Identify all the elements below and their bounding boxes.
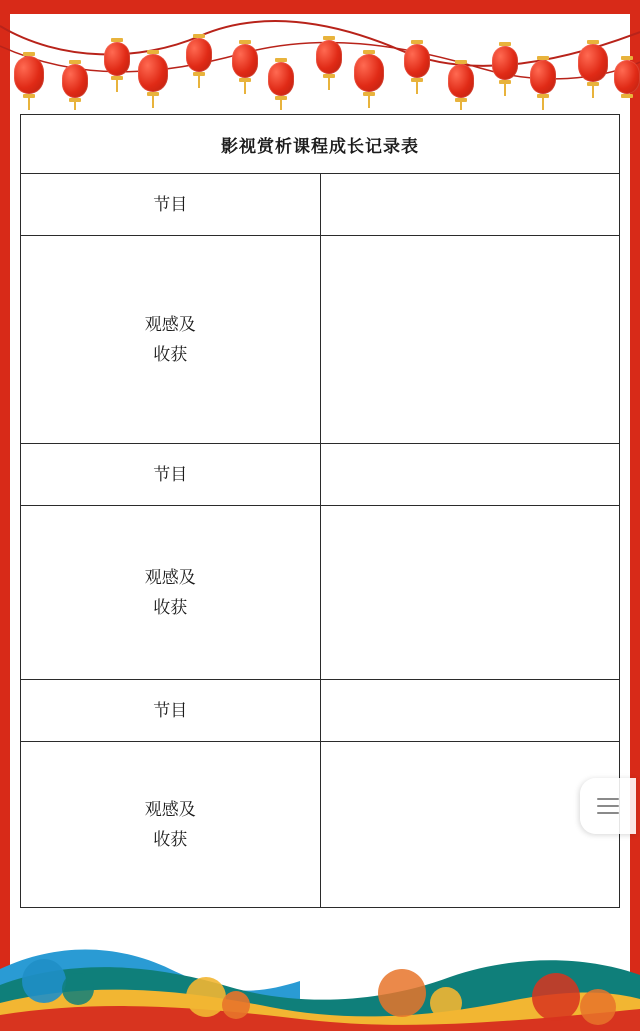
floating-menu-button[interactable] — [580, 778, 636, 834]
table-title: 影视赏析课程成长记录表 — [21, 115, 620, 174]
growth-record-table — [20, 114, 620, 908]
row-label-note-line1: 观感及 — [144, 314, 196, 334]
lantern-tassel-icon — [504, 84, 506, 96]
lantern-tassel-icon — [460, 102, 462, 110]
lantern-icon — [578, 44, 608, 82]
table-row — [21, 506, 620, 680]
garland-string-icon — [0, 10, 640, 110]
lantern-tassel-icon — [74, 102, 76, 110]
table-row — [21, 174, 620, 236]
row-label-note — [21, 236, 321, 444]
lantern-tassel-icon — [592, 86, 594, 98]
row-value-note[interactable] — [320, 742, 620, 908]
lantern-tassel-icon — [152, 96, 154, 108]
lantern-icon — [186, 38, 212, 72]
row-label-note — [21, 506, 321, 680]
top-red-border — [0, 0, 640, 14]
table-row — [21, 742, 620, 908]
lantern-tassel-icon — [116, 80, 118, 92]
row-label-note — [21, 742, 321, 908]
row-value-item[interactable] — [320, 174, 620, 236]
row-label-item: 节目 — [21, 444, 321, 506]
lantern-tassel-icon — [368, 96, 370, 108]
lantern-icon — [268, 62, 294, 96]
bottom-red-border — [0, 1013, 640, 1031]
lantern-icon — [448, 64, 474, 98]
lantern-tassel-icon — [28, 98, 30, 110]
table-row — [21, 236, 620, 444]
row-value-note[interactable] — [320, 236, 620, 444]
lantern-icon — [492, 46, 518, 80]
row-label-note-line1: 观感及 — [144, 567, 196, 587]
row-value-item[interactable] — [320, 680, 620, 742]
table-row — [21, 444, 620, 506]
lantern-icon — [14, 56, 44, 94]
row-value-note[interactable] — [320, 506, 620, 680]
lantern-icon — [104, 42, 130, 76]
lantern-icon — [138, 54, 168, 92]
table-row — [21, 115, 620, 174]
row-label-note-line2: 收获 — [153, 597, 188, 617]
row-value-item[interactable] — [320, 444, 620, 506]
table-row — [21, 680, 620, 742]
lantern-tassel-icon — [244, 82, 246, 94]
lantern-tassel-icon — [280, 100, 282, 110]
lantern-icon — [62, 64, 88, 98]
lantern-icon — [530, 60, 556, 94]
row-label-note-line2: 收获 — [153, 829, 188, 849]
left-red-border — [0, 0, 10, 1031]
lantern-tassel-icon — [542, 98, 544, 110]
lantern-icon — [232, 44, 258, 78]
hamburger-menu-icon — [597, 798, 619, 814]
right-red-border — [630, 0, 640, 1031]
lantern-tassel-icon — [198, 76, 200, 88]
lantern-tassel-icon — [328, 78, 330, 90]
row-label-item: 节目 — [21, 680, 321, 742]
lantern-tassel-icon — [416, 82, 418, 94]
lantern-garland-decoration — [0, 10, 640, 110]
lantern-icon — [354, 54, 384, 92]
lantern-icon — [404, 44, 430, 78]
row-label-note-line2: 收获 — [153, 344, 188, 364]
row-label-note-line1: 观感及 — [144, 799, 196, 819]
row-label-item: 节目 — [21, 174, 321, 236]
lantern-icon — [316, 40, 342, 74]
